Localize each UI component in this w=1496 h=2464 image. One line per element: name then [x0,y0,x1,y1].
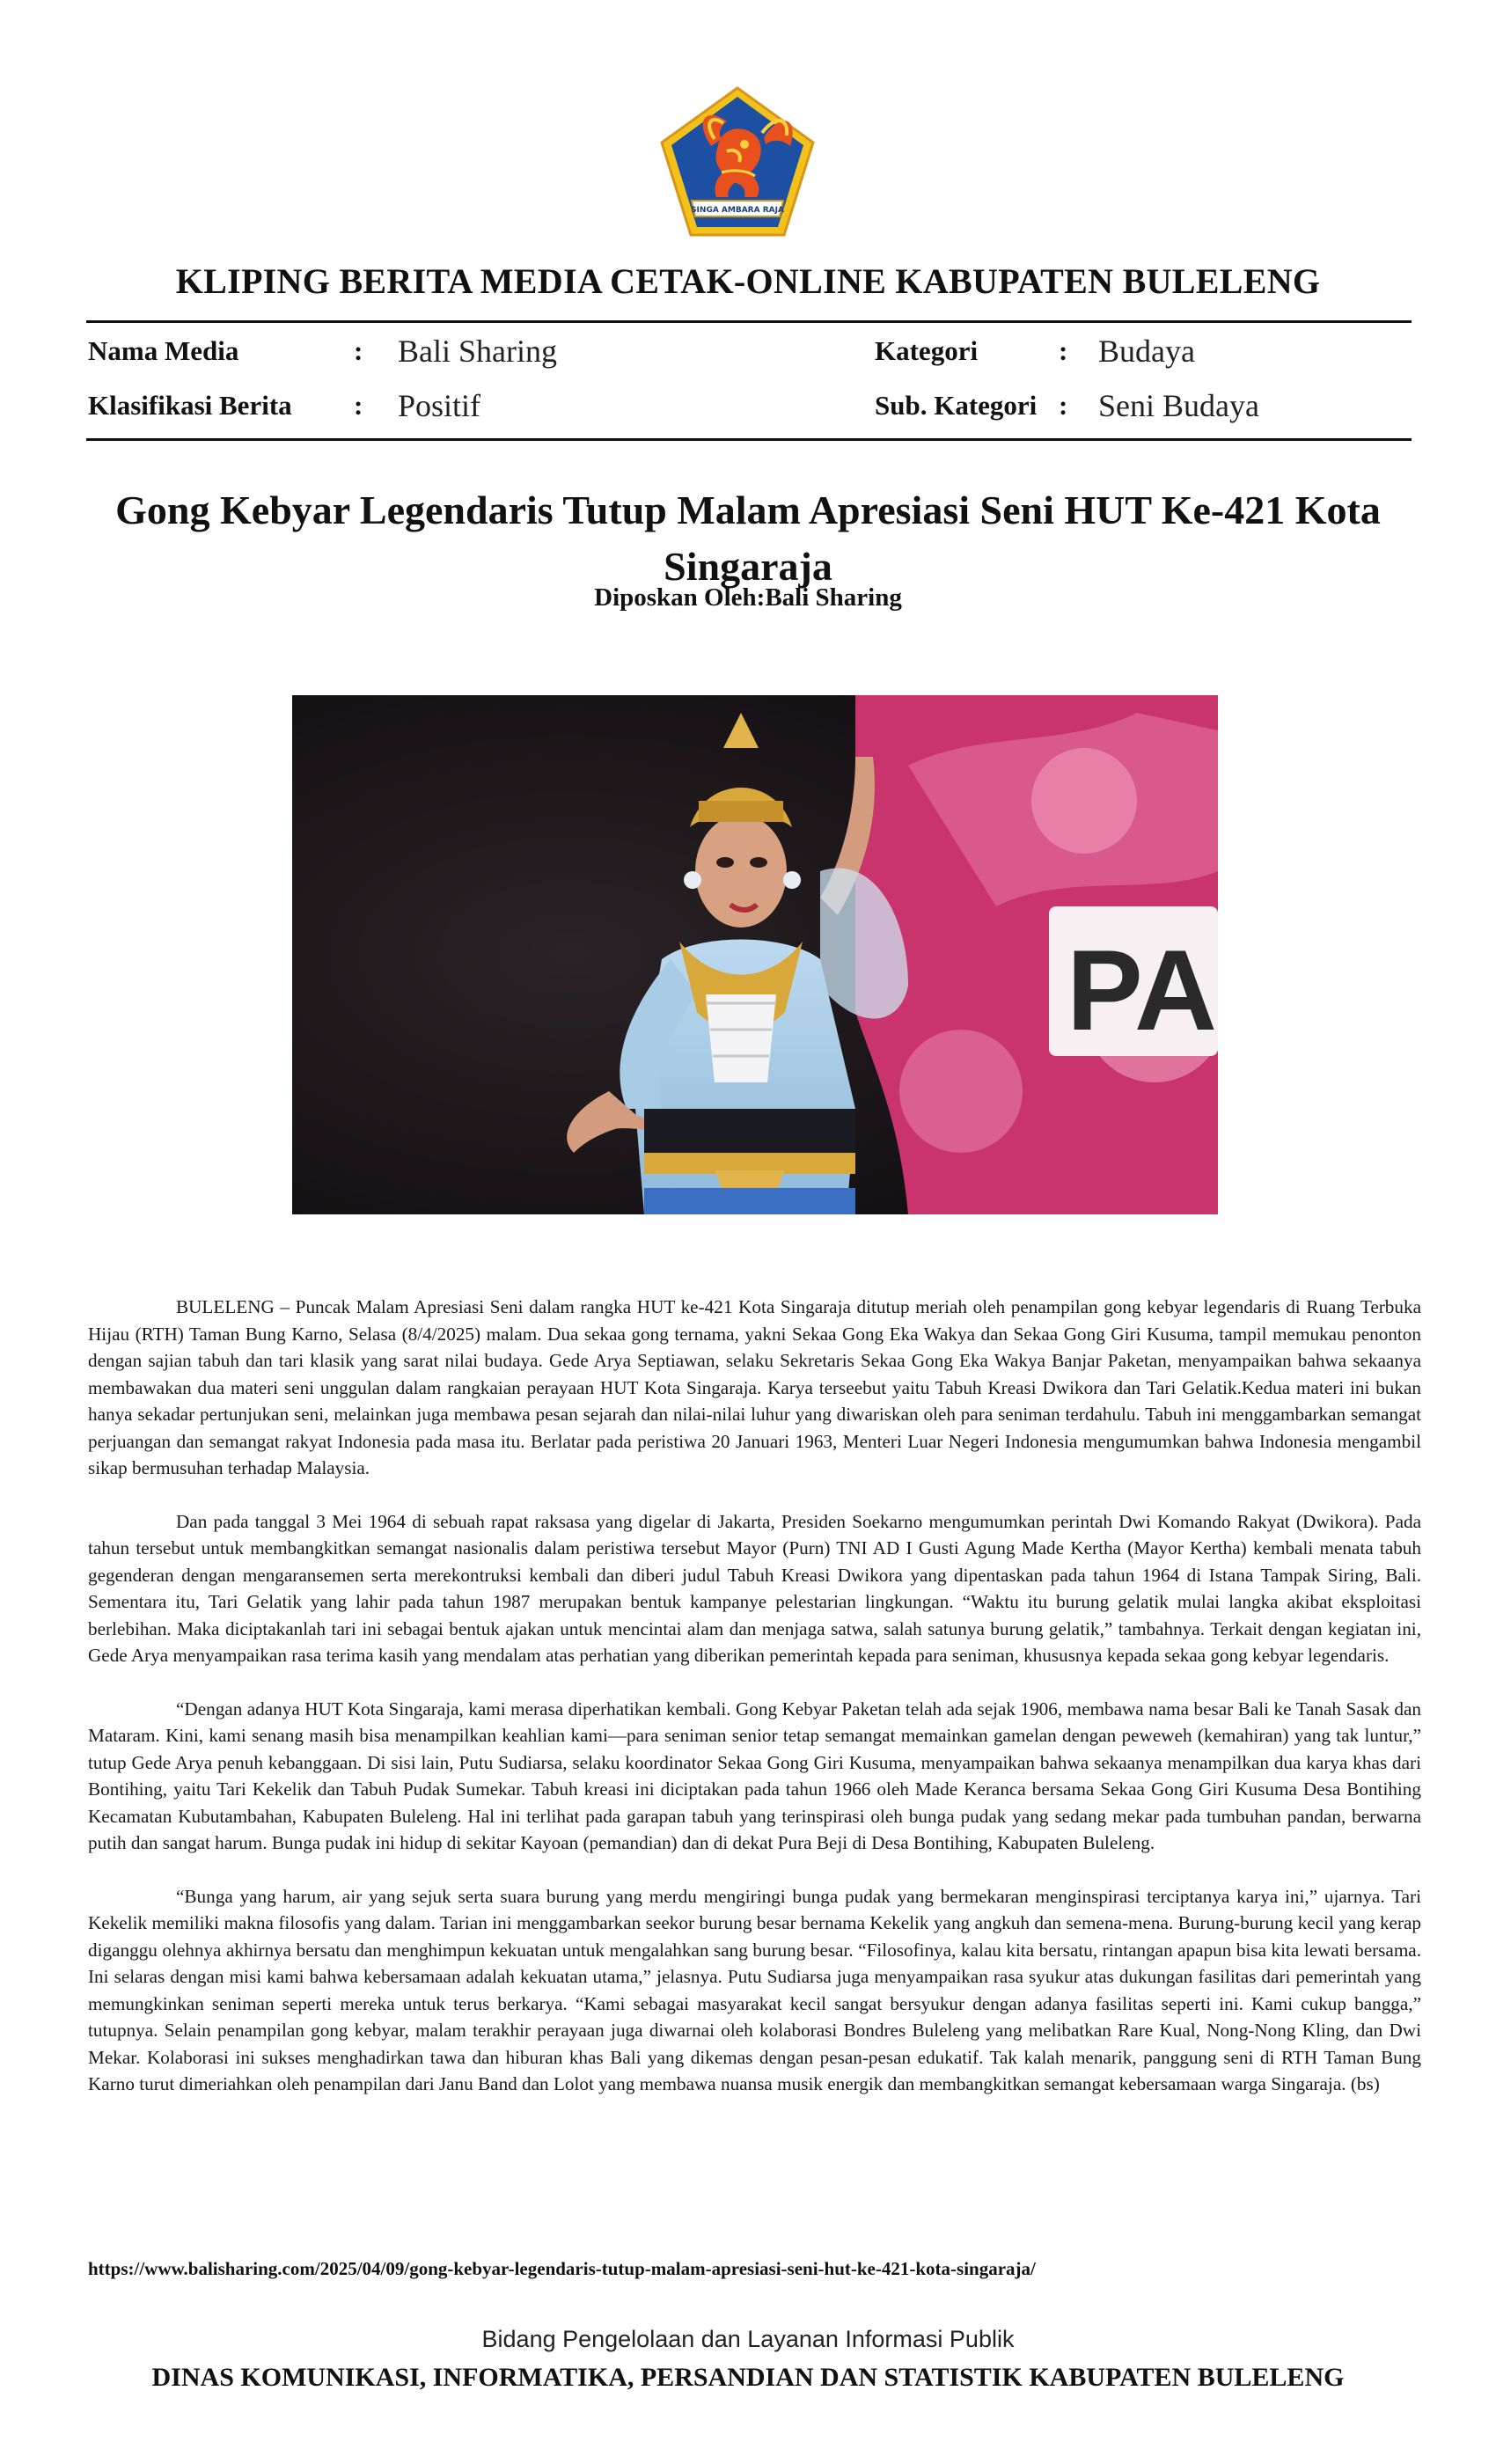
meta-bottom-divider [86,438,1412,441]
top-divider [86,320,1412,323]
article-paragraph: Dan pada tanggal 3 Mei 1964 di sebuah rapat raksasa yang digelar di Jakarta, Presiden Soekarno mengumumkan perintah Dwi Komando Rakyat (Dwikora). Pada tahun tersebut untuk membangkitkan semangat nasionalis dalam peristiwa tersebut Mayor (Purn) TNI AD I Gusti Agung Made Kertha (Mayor Kertha) kembali menata tabuh gegenderan dengan mengaransemen serta merekontruksi kembali dan diberi judul Tabuh Kreasi Dwikora yang dipentaskan pada tahun 1964 di Istana Tampak Siring, Bali. Sementara itu, Tari Gelatik yang lahir pada tahun 1987 merupakan bentuk kampanye pelestarian lingkungan. “Waktu itu burung gelatik mulai langka akibat eksploitasi berlebihan. Maka diciptakanlah tari ini sebagai bentuk ajakan untuk mencintai alam dan menjaga satwa, salah satunya burung gelatik,” tambahnya. Terkait dengan kegiatan ini, Gede Arya menyampaikan rasa terima kasih yang mendalam atas perhatian yang diberikan pemerintah kepada para seniman, khususnya kepada sekaa gong kebyar legendaris. [88,1510,1421,1666]
article-body [88,1294,1421,2124]
subcategory-value: Seni Budaya [1098,388,1259,423]
footer-agency: DINAS KOMUNIKASI, INFORMATIKA, PERSANDIAN DAN STATISTIK KABUPATEN BULELENG [151,2363,1345,2392]
subcategory-label: Sub. Kategori [875,390,1038,421]
article-headline: Gong Kebyar Legendaris Tutup Malam Apresiasi Seni HUT Ke-421 Kota Singaraja [115,488,1381,589]
kliping-title: KLIPING BERITA MEDIA CETAK-ONLINE KABUPATEN BULELENG [175,261,1321,301]
classification-label: Klasifikasi Berita [88,390,292,421]
category-colon: : [1059,335,1068,366]
article-paragraph: “Dengan adanya HUT Kota Singaraja, kami merasa diperhatikan kembali. Gong Kebyar Paketan telah ada sejak 1906, membawa nama besar Bali ke Tanah Sasak dan Mataram. Kini, kami senang masih bisa menampilkan keahlian kami—para seniman senior tetap semangat memainkan gamelan dengan peweweh (kemahiran) yang tak luntur,” tutup Gede Arya penuh kebanggaan. Di sisi lain, Putu Sudiarsa, selaku koordinator Sekaa Gong Giri Kusuma, menyampaikan bahwa sekaanya menampilkan dua karya khas dari Bontihing, yaitu Tari Kekelik dan Tabuh Pudak Sumekar. Tabuh kreasi ini diciptakan pada tahun 1966 oleh Made Keranca bersama Sekaa Gong Giri Kusuma Desa Bontihing Kecamatan Kubutambahan, Kabupaten Buleleng. Hal ini terlihat pada garapan tabuh yang terinspirasi oleh bunga pudak yang sedang mekar pada tumbuhan pandan, berwarna putih dan sangat harum. Bunga pudak ini hidup di sekitar Kayoan (pemandian) dan di dekat Pura Beji di Desa Bontihing, Kabupaten Buleleng. [88,1698,1421,1853]
backdrop-sign-text: PA [1067,926,1217,1054]
winged-lion-emblem-icon [658,84,817,238]
article-photo-balinese-dancer [292,695,1218,1214]
media-value: Bali Sharing [398,334,557,369]
article-paragraph: BULELENG – Puncak Malam Apresiasi Seni dalam rangka HUT ke-421 Kota Singaraja ditutup meriah oleh penampilan gong kebyar legendaris di Ruang Terbuka Hijau (RTH) Taman Bung Karno, Selasa (8/4/2025) malam. Dua sekaa gong ternama, yakni Sekaa Gong Eka Wakya dan Sekaa Gong Giri Kusuma, tampil memukau penonton dengan sajian tabuh dan tari klasik yang sarat nilai budaya. Gede Arya Septiawan, selaku Sekretaris Sekaa Gong Eka Wakya Banjar Paketan, menyampaikan bahwa sekaanya membawakan dua materi seni unggulan dalam rangkaian perayaan HUT Kota Singaraja. Karya terseebut yaitu Tabuh Kreasi Dwikora dan Tari Gelatik.Kedua materi ini bukan hanya sekadar pertunjukan seni, melainkan juga membawa pesan sejarah dan nilai-nilai luhur yang diwariskan oleh para seniman terdahulu. Tabuh ini menggambarkan semangat perjuangan dan semangat rakyat Indonesia pada masa itu. Berlatar pada peristiwa 20 Januari 1963, Menteri Luar Negeri Indonesia mengumumkan bahwa Indonesia mengambil sikap bermusuhan terhadap Malaysia. [88,1296,1421,1478]
category-value: Budaya [1098,334,1195,369]
classification-value: Positif [398,388,481,423]
buleleng-emblem-logo [658,84,817,238]
emblem-banner-text: SINGA AMBARA RAJA [691,206,784,215]
category-label: Kategori [875,335,979,366]
article-paragraph: “Bunga yang harum, air yang sejuk serta suara burung yang merdu mengiringi bunga pudak yang bermekaran menginspirasi terciptanya karya ini,” ujarnya. Tari Kekelik memiliki makna filosofis yang dalam. Tarian ini menggambarkan seekor burung besar bernama Kekelik yang angkuh dan semena-mena. Burung-burung kecil yang kerap diganggu olehnya akhirnya bersatu dan menghimpun kekuatan untuk mengalahkan sang burung besar. “Filosofinya, kalau kita bersatu, rintangan apapun bisa kita lewati bersama. Ini selaras dengan misi kami bahwa kebersamaan adalah kekuatan utama,” jelasnya. Putu Sudiarsa juga menyampaikan rasa syukur atas dukungan fasilitas dari pemerintah yang memungkinkan seniman seperti mereka untuk terus berkarya. “Kami sebagai masyarakat kecil sangat bersyukur dengan adanya fasilitas seperti ini. Kami cukup bangga,” tutupnya. Selain penampilan gong kebyar, malam terakhir perayaan juga diwarnai oleh kolaborasi Bondres Buleleng yang melibatkan Rare Kual, Nong-Nong Kling, dan Dwi Mekar. Kolaborasi ini sukses menghadirkan tawa dan hiburan khas Bali yang dikemas dengan pesan-pesan edukatif. Tak kalah menarik, panggung seni di RTH Taman Bung Karno turut dimeriahkan oleh penampilan dari Janu Band dan Lolot yang membawa nuansa musik energik dan membangkitkan semangat kebersamaan warga Singaraja. (bs) [88,1885,1421,2094]
article-byline: Diposkan Oleh:Bali Sharing [594,583,902,612]
footer-department: Bidang Pengelolaan dan Layanan Informasi Publik [481,2326,1015,2352]
media-label: Nama Media [88,335,239,366]
media-colon: : [354,335,363,366]
classification-colon: : [354,390,363,421]
source-link[interactable]: https://www.balisharing.com/2025/04/09/gong-kebyar-legendaris-tutup-malam-apresiasi-seni-hut-ke-421-kota-singaraja/ [88,2258,1036,2279]
subcategory-colon: : [1059,390,1068,421]
